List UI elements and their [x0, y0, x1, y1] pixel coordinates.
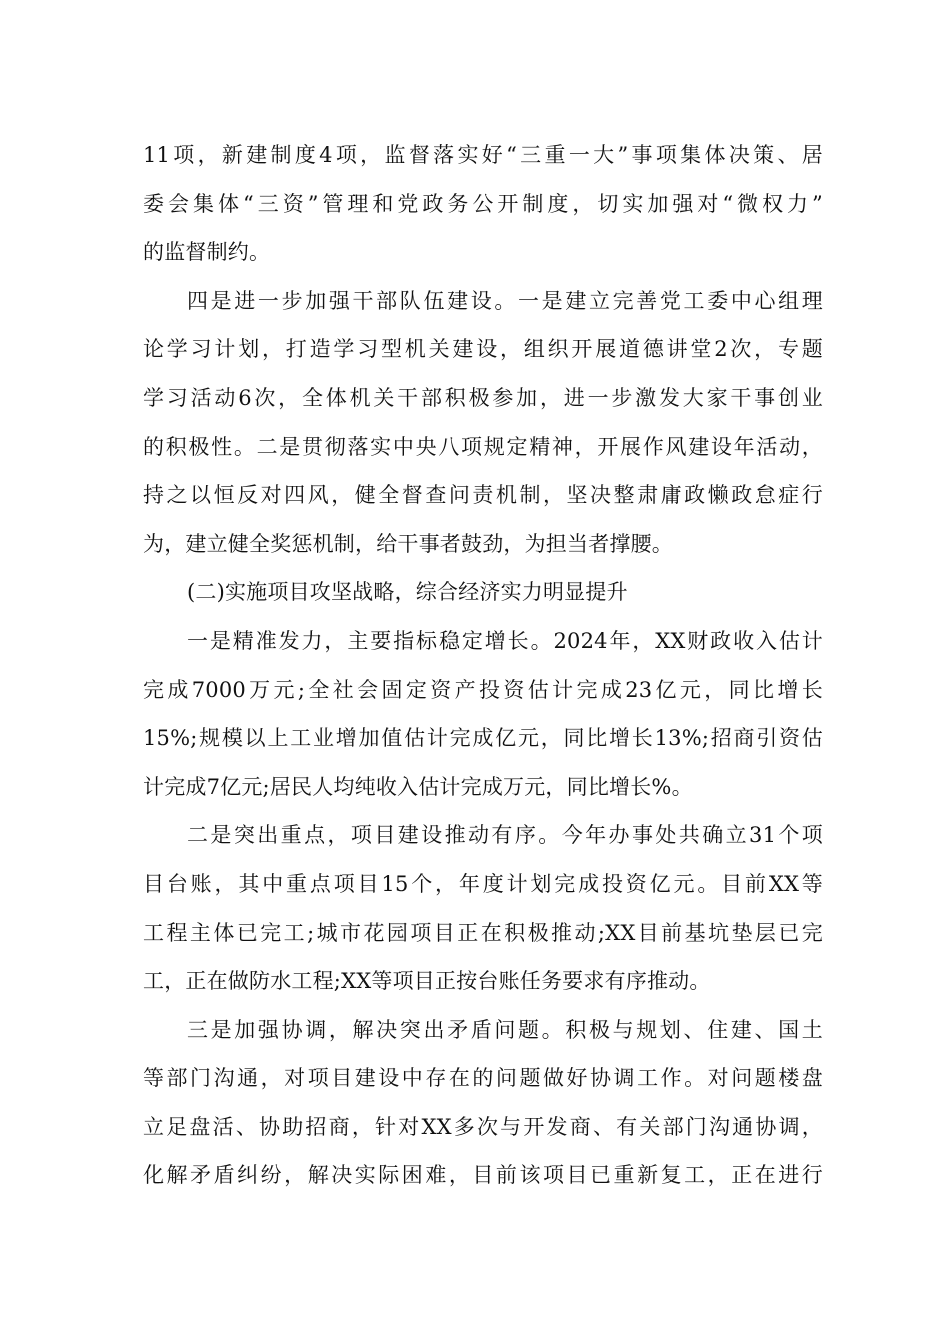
heading-line: (二)实施项目攻坚战略，综合经济实力明显提升 — [187, 580, 628, 605]
paragraph-1 — [143, 131, 823, 277]
section-heading — [143, 568, 823, 617]
paragraph-2 — [143, 277, 823, 569]
text-line: 15%;规模以上工业增加值估计完成亿元，同比增长13%;招商引资估 — [143, 726, 823, 751]
paragraph-4 — [143, 811, 823, 1005]
text-line: 11项，新建制度4项，监督落实好“三重一大”事项集体决策、居 — [143, 143, 823, 167]
text-line: 四是进一步加强干部队伍建设。一是建立完善党工委中心组理 — [187, 288, 823, 313]
text-line: 的监督制约。 — [143, 240, 271, 265]
paragraph-3 — [143, 617, 823, 811]
text-line: 持之以恒反对四风，健全督查问责机制，坚决整肃庸政懒政怠症行 — [143, 483, 823, 508]
text-line: 化解矛盾纠纷，解决实际困难，目前该项目已重新复工，正在进行 — [143, 1163, 823, 1188]
text-line: 学习活动6次，全体机关干部积极参加，进一步激发大家干事创业 — [143, 385, 823, 410]
text-line: 等部门沟通，对项目建设中存在的问题做好协调工作。对问题楼盘 — [143, 1066, 823, 1091]
text-line: 计完成7亿元;居民人均纯收入估计完成万元，同比增长%。 — [143, 774, 693, 799]
text-line: 的积极性。二是贯彻落实中央八项规定精神，开展作风建设年活动， — [143, 434, 823, 459]
text-line: 完成7000万元;全社会固定资产投资估计完成23亿元，同比增长 — [143, 677, 823, 702]
text-line: 三是加强协调，解决突出矛盾问题。积极与规划、住建、国土 — [187, 1017, 823, 1042]
document-body — [143, 131, 823, 1200]
text-line: 二是突出重点，项目建设推动有序。今年办事处共确立31个项 — [187, 823, 823, 848]
text-line: 目台账，其中重点项目15个，年度计划完成投资亿元。目前XX等 — [143, 871, 823, 896]
text-line: 工，正在做防水工程;XX等项目正按台账任务要求有序推动。 — [143, 969, 711, 994]
text-line: 委会集体“三资”管理和党政务公开制度，切实加强对“微权力” — [143, 191, 823, 216]
text-line: 一是精准发力，主要指标稳定增长。2024年，XX财政收入估计 — [187, 628, 823, 653]
paragraph-5 — [143, 1006, 823, 1200]
text-line: 论学习计划，打造学习型机关建设，组织开展道德讲堂2次，专题 — [143, 337, 823, 362]
text-line: 工程主体已完工;城市花园项目正在积极推动;XX目前基坑垫层已完 — [143, 920, 823, 945]
text-line: 立足盘活、协助招商，针对XX多次与开发商、有关部门沟通协调， — [143, 1114, 823, 1139]
text-line: 为，建立健全奖惩机制，给干事者鼓劲，为担当者撑腰。 — [143, 531, 673, 556]
